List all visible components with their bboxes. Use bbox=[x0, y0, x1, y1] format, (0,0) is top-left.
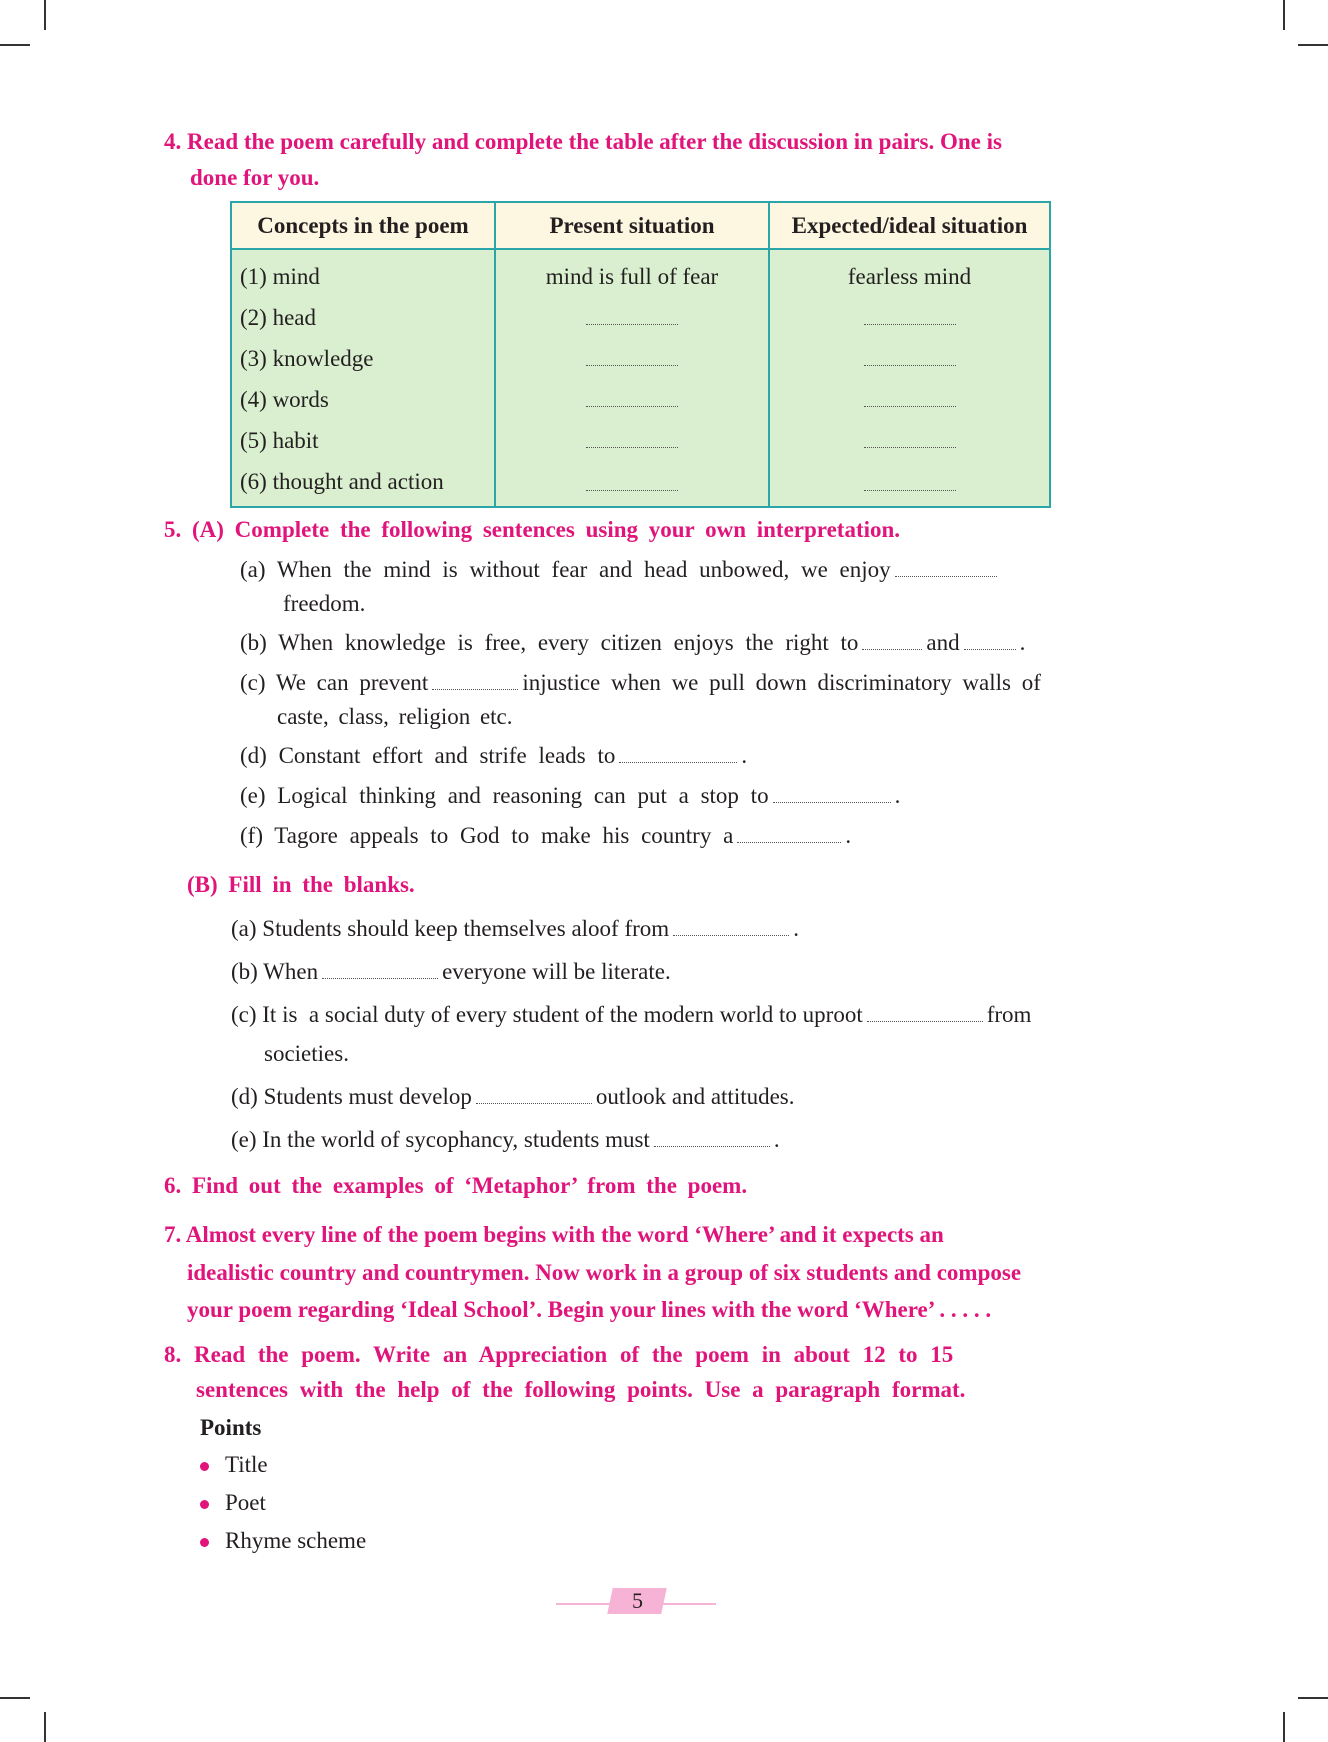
ideal-blank[interactable] bbox=[769, 379, 1050, 420]
fill-a: (a) Students should keep themselves aloof from . bbox=[231, 916, 799, 941]
section-a-heading: (A) Complete the following sentences using your own interpretation. bbox=[192, 517, 901, 542]
present-blank[interactable] bbox=[495, 461, 769, 507]
crop-mark bbox=[1298, 44, 1328, 46]
question-6 bbox=[164, 1168, 747, 1204]
concept-cell: (1) mind bbox=[231, 249, 495, 297]
question-7 bbox=[164, 1217, 944, 1253]
blank[interactable] bbox=[867, 1001, 983, 1022]
question-7-line-3: your poem regarding ‘Ideal School’. Begin your lines with the word ‘Where’ . . . . . bbox=[187, 1297, 992, 1322]
blank[interactable] bbox=[673, 915, 789, 936]
sentence-f: (f) Tagore appeals to God to make his country a . bbox=[240, 823, 852, 848]
table-row bbox=[231, 297, 1050, 338]
crop-mark bbox=[1298, 1697, 1328, 1699]
table-row bbox=[231, 420, 1050, 461]
fill-c-cont: societies. bbox=[264, 1041, 349, 1066]
blank[interactable] bbox=[322, 958, 438, 979]
crop-mark bbox=[1283, 1712, 1285, 1742]
sentence-a: (a) When the mind is without fear and head unbowed, we enjoy bbox=[240, 553, 1001, 587]
ideal-blank[interactable] bbox=[769, 420, 1050, 461]
question-text: Find out the examples of ‘Metaphor’ from the poem. bbox=[192, 1173, 748, 1198]
ideal-cell: fearless mind bbox=[769, 249, 1050, 297]
point-item: Poet bbox=[200, 1490, 266, 1516]
fill-b: (b) When everyone will be literate. bbox=[231, 959, 671, 984]
crop-mark bbox=[44, 1712, 46, 1742]
sentence-b: (b) When knowledge is free, every citizen enjoys the right to and . bbox=[240, 630, 1026, 655]
point-item: Rhyme scheme bbox=[200, 1528, 366, 1554]
crop-mark bbox=[1283, 0, 1285, 30]
point-item: Title bbox=[200, 1452, 268, 1478]
table-row bbox=[231, 249, 1050, 297]
blank[interactable] bbox=[432, 669, 518, 690]
fill-d: (d) Students must develop outlook and attitudes. bbox=[231, 1084, 795, 1109]
blank[interactable] bbox=[737, 822, 841, 843]
blank[interactable] bbox=[476, 1083, 592, 1104]
question-8-line-2: sentences with the help of the following points. Use a paragraph format. bbox=[196, 1377, 966, 1402]
question-4 bbox=[164, 124, 1002, 160]
present-blank[interactable] bbox=[495, 338, 769, 379]
sentence-c: (c) We can prevent injustice when we pull down discriminatory walls of bbox=[240, 670, 1041, 695]
question-text: Read the poem. Write an Appreciation of the poem in about 12 to 15 bbox=[194, 1342, 954, 1367]
table-row bbox=[231, 338, 1050, 379]
question-number: 6. bbox=[164, 1173, 182, 1198]
crop-mark bbox=[0, 1697, 30, 1699]
blank[interactable] bbox=[654, 1126, 770, 1147]
question-4-line-2: done for you. bbox=[190, 165, 320, 190]
fill-e: (e) In the world of sycophancy, students must . bbox=[231, 1127, 780, 1152]
crop-mark bbox=[0, 44, 30, 46]
question-8 bbox=[164, 1337, 953, 1373]
sentence-d: (d) Constant effort and strife leads to . bbox=[240, 743, 748, 768]
question-text: Almost every line of the poem begins with the word ‘Where’ and it expects an bbox=[185, 1222, 944, 1247]
fill-c: (c) It is a social duty of every student of the modern world to uproot from bbox=[231, 1002, 1032, 1027]
table-row bbox=[231, 379, 1050, 420]
question-5 bbox=[164, 512, 900, 548]
present-blank[interactable] bbox=[495, 379, 769, 420]
header-present: Present situation bbox=[495, 202, 769, 249]
bullet-icon bbox=[200, 1500, 209, 1509]
question-7-line-2: idealistic country and countrymen. Now work in a group of six students and compose bbox=[187, 1260, 1022, 1285]
question-number: 5. bbox=[164, 517, 182, 542]
present-cell: mind is full of fear bbox=[495, 249, 769, 297]
points-heading: Points bbox=[200, 1415, 262, 1440]
question-number: 4. bbox=[164, 129, 182, 154]
question-number: 8. bbox=[164, 1342, 182, 1367]
present-blank[interactable] bbox=[495, 297, 769, 338]
blank[interactable] bbox=[895, 556, 997, 577]
ideal-blank[interactable] bbox=[769, 338, 1050, 379]
header-concepts: Concepts in the poem bbox=[231, 202, 495, 249]
concept-cell: (2) head bbox=[231, 297, 495, 338]
present-blank[interactable] bbox=[495, 420, 769, 461]
crop-mark bbox=[44, 0, 46, 30]
question-number: 7. bbox=[164, 1222, 182, 1247]
table-row bbox=[231, 461, 1050, 507]
blank[interactable] bbox=[964, 629, 1016, 650]
header-ideal: Expected/ideal situation bbox=[769, 202, 1050, 249]
concept-cell: (6) thought and action bbox=[231, 461, 495, 507]
page-number: 5 bbox=[607, 1588, 667, 1614]
ideal-blank[interactable] bbox=[769, 461, 1050, 507]
bullet-icon bbox=[200, 1538, 209, 1547]
ideal-blank[interactable] bbox=[769, 297, 1050, 338]
question-text: Read the poem carefully and complete the table after the discussion in pairs. One is bbox=[187, 129, 1002, 154]
table-header-row bbox=[231, 202, 1050, 249]
concept-cell: (4) words bbox=[231, 379, 495, 420]
sentence-c-cont: caste, class, religion etc. bbox=[277, 704, 513, 729]
bullet-icon bbox=[200, 1462, 209, 1471]
concepts-table bbox=[230, 201, 1051, 508]
blank[interactable] bbox=[619, 742, 737, 763]
concept-cell: (5) habit bbox=[231, 420, 495, 461]
section-b-heading: (B) Fill in the blanks. bbox=[187, 872, 415, 897]
sentence-a-cont: freedom. bbox=[283, 591, 366, 616]
sentence-e: (e) Logical thinking and reasoning can put a stop to . bbox=[240, 783, 901, 808]
blank[interactable] bbox=[862, 629, 922, 650]
blank[interactable] bbox=[773, 782, 891, 803]
concept-cell: (3) knowledge bbox=[231, 338, 495, 379]
